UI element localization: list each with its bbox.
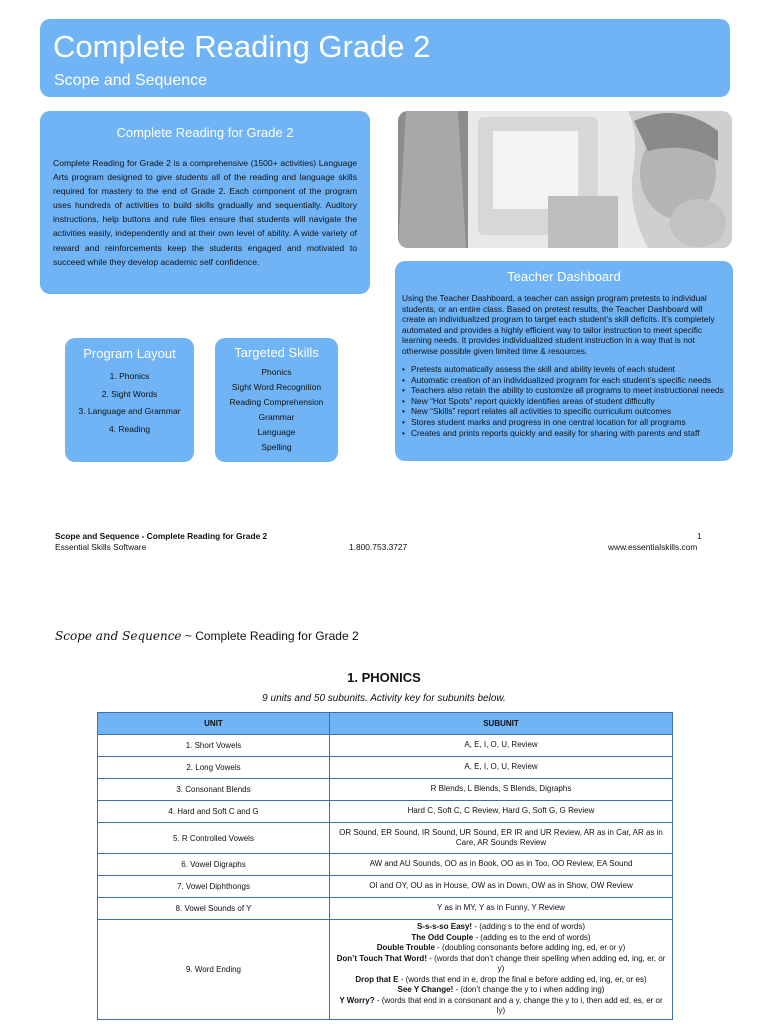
- word-ending-description: - (words that end in a consonant and a y, change the y to i, then add ed, es, er or ly): [374, 995, 663, 1015]
- title-banner: [40, 19, 730, 97]
- unit-cell: 5. R Controlled Vowels: [98, 823, 330, 854]
- intro-panel: [40, 111, 370, 294]
- subunit-cell: A, E, I, O, U, Review: [330, 757, 673, 779]
- table-row: [98, 823, 673, 854]
- word-ending-item: [336, 985, 666, 996]
- section-header: [55, 629, 359, 643]
- footer-phone: 1.800.753.3727: [349, 542, 408, 552]
- program-layout-heading: Program Layout: [83, 346, 176, 361]
- phonics-title: 1. PHONICS: [347, 670, 421, 685]
- section-header-rest: ~ Complete Reading for Grade 2: [181, 629, 359, 643]
- subunit-cell: R Blends, L Blends, S Blends, Digraphs: [330, 779, 673, 801]
- word-ending-description: - (adding es to the end of words): [473, 932, 591, 942]
- word-ending-description: - (words that don’t change their spelling when adding ed, ing, er, or y): [426, 953, 666, 973]
- footer-page-number: 1: [697, 531, 702, 541]
- column-header-unit: UNIT: [98, 713, 330, 735]
- section-header-script: Scope and Sequence: [55, 629, 182, 643]
- intro-body: Complete Reading for Grade 2 is a comprehensive (1500+ activities) Language Arts program designed to give students all of the reading and language skills required for mastery to the end of Grade 2. Each component of the program uses hundreds of activities to build skills gradually and sequentially. Auditory instructions, help buttons and rule files ensure that students will navigate the activities easily, independently and at their own level of ability. A wide variety of reward and reinforcements keep the students engaged and motivated to succeed while they develop academic self confidence.: [53, 158, 357, 267]
- subunit-cell: Y as in MY, Y as in Funny, Y Review: [330, 898, 673, 920]
- table-row: [98, 876, 673, 898]
- word-ending-label: S-s-s-so Easy!: [416, 922, 473, 931]
- subunit-cell: A, E, I, O, U, Review: [330, 735, 673, 757]
- list-item: 3. Language and Grammar: [78, 406, 181, 416]
- word-ending-item: [336, 975, 666, 986]
- table-row: [98, 920, 673, 1020]
- list-item: Reading Comprehension: [229, 397, 324, 407]
- word-ending-label: Drop that E: [355, 974, 399, 984]
- word-ending-item: [336, 933, 666, 944]
- subunit-cell: OR Sound, ER Sound, IR Sound, UR Sound, ER IR and UR Review, AR as in Car, AR as in Care, AR Sounds Review: [330, 823, 673, 854]
- list-item: • Pretests automatically assess the skill and ability levels of each student: [401, 364, 729, 375]
- unit-cell: 8. Vowel Sounds of Y: [98, 898, 330, 920]
- footer-website: www.essentialskills.com: [608, 542, 698, 552]
- table-row: [98, 801, 673, 823]
- page-title: Complete Reading Grade 2: [53, 29, 431, 64]
- list-item: • Creates and prints reports quickly and easily for sharing with parents and staff: [401, 428, 729, 439]
- teacher-dashboard-panel: [395, 261, 733, 461]
- table-row: [98, 854, 673, 876]
- subunit-cell: AW and AU Sounds, OO as in Book, OO as in Too, OO Review, EA Sound: [330, 854, 673, 876]
- unit-cell: 9. Word Ending: [98, 920, 330, 1020]
- list-item: 4. Reading: [108, 423, 151, 434]
- dashboard-body: Using the Teacher Dashboard, a teacher can assign program pretests to individual students, or an entire class. Based on pretest results, the Teacher Dashboard will create an individualized program to target each student’s skill deficits. It’s completely automated and provides a highly efficient way to tailor instruction to meet specific learning needs. It provides individualized student instruction in a way that is not otherwise possible given limited time & resources.: [402, 293, 715, 356]
- intro-heading: Complete Reading for Grade 2: [116, 125, 294, 140]
- list-item: Grammar: [258, 412, 295, 422]
- list-item: Phonics: [261, 367, 292, 377]
- targeted-skills-panel: [215, 338, 338, 462]
- word-ending-item: [336, 996, 666, 1017]
- student-photo: [398, 111, 732, 248]
- dashboard-feature-list: [401, 364, 729, 438]
- unit-cell: 1. Short Vowels: [98, 735, 330, 757]
- subunit-cell: OI and OY, OU as in House, OW as in Down, OW as in Show, OW Review: [330, 876, 673, 898]
- table-row: [98, 735, 673, 757]
- list-item: Language: [257, 427, 296, 437]
- unit-cell: 3. Consonant Blends: [98, 779, 330, 801]
- list-item: 2. Sight Words: [101, 388, 158, 399]
- list-item: • Teachers also retain the ability to customize all programs to meet instructional needs: [401, 385, 729, 396]
- word-ending-label: See Y Change!: [397, 985, 454, 994]
- column-header-subunit: SUBUNIT: [330, 713, 673, 735]
- unit-cell: 6. Vowel Digraphs: [98, 854, 330, 876]
- word-ending-description: - (adding s to the end of words): [472, 922, 586, 931]
- word-ending-label: Don’t Touch That Word!: [336, 953, 427, 963]
- list-item: • Stores student marks and progress in one central location for all programs: [401, 417, 729, 428]
- footer-doc-title: Scope and Sequence - Complete Reading for Grade 2: [55, 531, 268, 541]
- phonics-table: [97, 712, 673, 1020]
- table-row: [98, 757, 673, 779]
- list-item: • New “Hot Spots” report quickly identifies areas of student difficulty: [401, 396, 729, 407]
- unit-cell: 4. Hard and Soft C and G: [98, 801, 330, 823]
- list-item: 1. Phonics: [109, 371, 150, 381]
- unit-cell: 7. Vowel Diphthongs: [98, 876, 330, 898]
- list-item: Sight Word Recognition: [231, 382, 322, 392]
- program-layout-panel: [65, 338, 194, 462]
- word-ending-item: [336, 922, 666, 933]
- photo-illustration: [398, 111, 732, 248]
- table-row: [98, 779, 673, 801]
- page-subtitle: Scope and Sequence: [54, 72, 208, 89]
- table-header-row: [98, 713, 673, 735]
- word-ending-label: The Odd Couple: [411, 932, 474, 942]
- program-layout-list: [65, 368, 194, 438]
- word-ending-description: - (doubling consonants before adding ing, ed, er or y): [434, 943, 626, 952]
- word-ending-label: Double Trouble: [376, 943, 435, 952]
- list-item: • Automatic creation of an individualized program for each student’s specific needs: [401, 375, 729, 386]
- word-ending-item: [336, 943, 666, 954]
- footer-company: Essential Skills Software: [55, 542, 147, 552]
- targeted-skills-heading: Targeted Skills: [234, 345, 319, 360]
- word-ending-subunit-cell: [330, 920, 673, 1020]
- word-ending-label: Y Worry?: [339, 995, 375, 1005]
- dashboard-heading: Teacher Dashboard: [507, 269, 621, 284]
- phonics-subtitle: 9 units and 50 subunits. Activity key for subunits below.: [262, 693, 506, 704]
- subunit-cell: Hard C, Soft C, C Review, Hard G, Soft G, G Review: [330, 801, 673, 823]
- word-ending-description: - (don’t change the y to i when adding ing): [453, 985, 605, 994]
- list-item: Spelling: [261, 442, 292, 452]
- word-ending-item: [336, 954, 666, 975]
- unit-cell: 2. Long Vowels: [98, 757, 330, 779]
- list-item: • New “Skills” report relates all activities to specific curriculum outcomes: [401, 406, 729, 417]
- targeted-skills-list: [215, 365, 338, 455]
- table-row: [98, 898, 673, 920]
- word-ending-description: - (words that end in e, drop the final e before adding ed, ing, er, or es): [398, 974, 647, 984]
